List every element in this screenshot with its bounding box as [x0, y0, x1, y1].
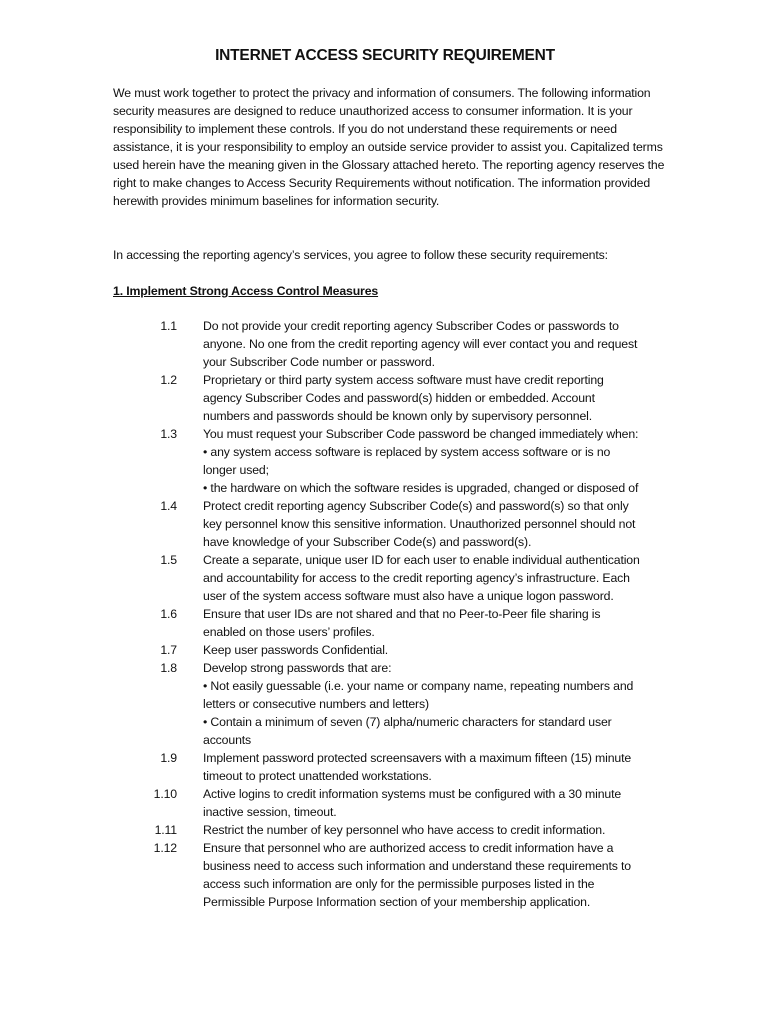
requirement-text	[203, 821, 663, 839]
requirement-text	[203, 551, 663, 605]
requirement-number: 1.6	[160, 607, 177, 621]
requirement-line: anyone. No one from the credit reporting agency will ever contact you and request	[203, 337, 638, 351]
requirement-text	[203, 497, 663, 551]
requirement-text	[203, 425, 663, 497]
requirement-line: have knowledge of your Subscriber Code(s) and password(s).	[203, 535, 532, 549]
requirement-line: You must request your Subscriber Code password be changed immediately when:	[203, 427, 639, 441]
requirement-item	[113, 839, 673, 911]
section-heading: 1. Implement Strong Access Control Measures	[113, 284, 379, 298]
requirement-line: agency Subscriber Codes and password(s) hidden or embedded. Account	[203, 391, 595, 405]
requirement-line: inactive session, timeout.	[203, 805, 337, 819]
requirement-line: Protect credit reporting agency Subscriber Code(s) and password(s) so that only	[203, 499, 629, 513]
requirement-line: Ensure that personnel who are authorized access to credit information have a	[203, 841, 614, 855]
requirement-line: Active logins to credit information systems must be configured with a 30 minute	[203, 787, 622, 801]
requirement-line: Create a separate, unique user ID for each user to enable individual authentication	[203, 553, 640, 567]
requirement-line: access such information are only for the permissible purposes listed in the	[203, 877, 595, 891]
requirement-text	[203, 317, 663, 371]
requirement-line: key personnel know this sensitive information. Unauthorized personnel should not	[203, 517, 636, 531]
requirement-item	[113, 551, 673, 605]
requirement-text	[203, 605, 663, 641]
requirement-number: 1.7	[160, 643, 177, 657]
requirement-number: 1.1	[160, 319, 177, 333]
requirement-line: longer used;	[203, 463, 269, 477]
requirement-line: Develop strong passwords that are:	[203, 661, 392, 675]
requirement-line: accounts	[203, 733, 252, 747]
intro-paragraph	[113, 84, 673, 210]
requirement-text	[203, 641, 663, 659]
requirement-line: business need to access such information and understand these requirements to	[203, 859, 631, 873]
requirement-item	[113, 659, 673, 749]
requirement-item	[113, 317, 673, 371]
requirement-text	[203, 659, 663, 749]
requirement-text	[203, 749, 663, 785]
requirement-number: 1.2	[160, 373, 177, 387]
requirement-line: Proprietary or third party system access software must have credit reporting	[203, 373, 604, 387]
requirement-number: 1.9	[160, 751, 177, 765]
requirement-line: Ensure that user IDs are not shared and that no Peer-to-Peer file sharing is	[203, 607, 601, 621]
requirement-item	[113, 371, 673, 425]
requirement-line: • Not easily guessable (i.e. your name or company name, repeating numbers and	[203, 679, 634, 693]
requirement-line: • any system access software is replaced by system access software or is no	[203, 445, 611, 459]
requirement-item	[113, 785, 673, 821]
requirement-item	[113, 497, 673, 551]
requirement-number: 1.3	[160, 427, 177, 441]
requirement-text	[203, 839, 663, 911]
requirement-item	[113, 821, 673, 839]
requirement-number: 1.4	[160, 499, 177, 513]
requirement-item	[113, 749, 673, 785]
requirements-list	[113, 317, 673, 911]
requirement-line: and accountability for access to the credit reporting agency’s infrastructure. Each	[203, 571, 630, 585]
requirement-line: Do not provide your credit reporting agency Subscriber Codes or passwords to	[203, 319, 619, 333]
requirement-line: Implement password protected screensavers with a maximum fifteen (15) minute	[203, 751, 632, 765]
requirement-number: 1.11	[154, 823, 177, 837]
requirement-line: Keep user passwords Confidential.	[203, 643, 389, 657]
intro-text: We must work together to protect the privacy and information of consumers. The following information security measures are designed to reduce unauthorized access to consumer information. It is your responsibility to implement these controls. If you do not understand these requirements or need assistance, it is your responsibility to employ an outside service provider to assist you. Capitalized terms used herein have the meaning given in the Glossary attached hereto. The reporting agency reserves the right to make changes to Access Security Requirements without notification. The information provided herewith provides minimum baselines for information security.	[113, 86, 665, 208]
document-title: INTERNET ACCESS SECURITY REQUIREMENT	[215, 47, 555, 64]
requirement-line: Permissible Purpose Information section of your membership application.	[203, 895, 591, 909]
requirement-text	[203, 785, 663, 821]
requirement-number: 1.8	[160, 661, 177, 675]
requirement-line: numbers and passwords should be known only by supervisory personnel.	[203, 409, 592, 423]
requirement-line: • the hardware on which the software resides is upgraded, changed or disposed of	[203, 481, 639, 495]
requirement-line: your Subscriber Code number or password.	[203, 355, 435, 369]
requirement-line: letters or consecutive numbers and letters)	[203, 697, 429, 711]
agreement-paragraph: In accessing the reporting agency’s services, you agree to follow these security requirements:	[113, 248, 608, 262]
requirement-number: 1.5	[160, 553, 177, 567]
requirement-line: • Contain a minimum of seven (7) alpha/numeric characters for standard user	[203, 715, 612, 729]
requirement-number: 1.12	[153, 841, 177, 855]
requirement-item	[113, 605, 673, 641]
requirement-line: timeout to protect unattended workstations.	[203, 769, 432, 783]
requirement-text	[203, 371, 663, 425]
requirement-line: enabled on those users’ profiles.	[203, 625, 375, 639]
requirement-item	[113, 425, 673, 497]
requirement-line: Restrict the number of key personnel who have access to credit information.	[203, 823, 606, 837]
requirement-number: 1.10	[153, 787, 177, 801]
requirement-line: user of the system access software must also have a unique logon password.	[203, 589, 614, 603]
requirement-item	[113, 641, 673, 659]
